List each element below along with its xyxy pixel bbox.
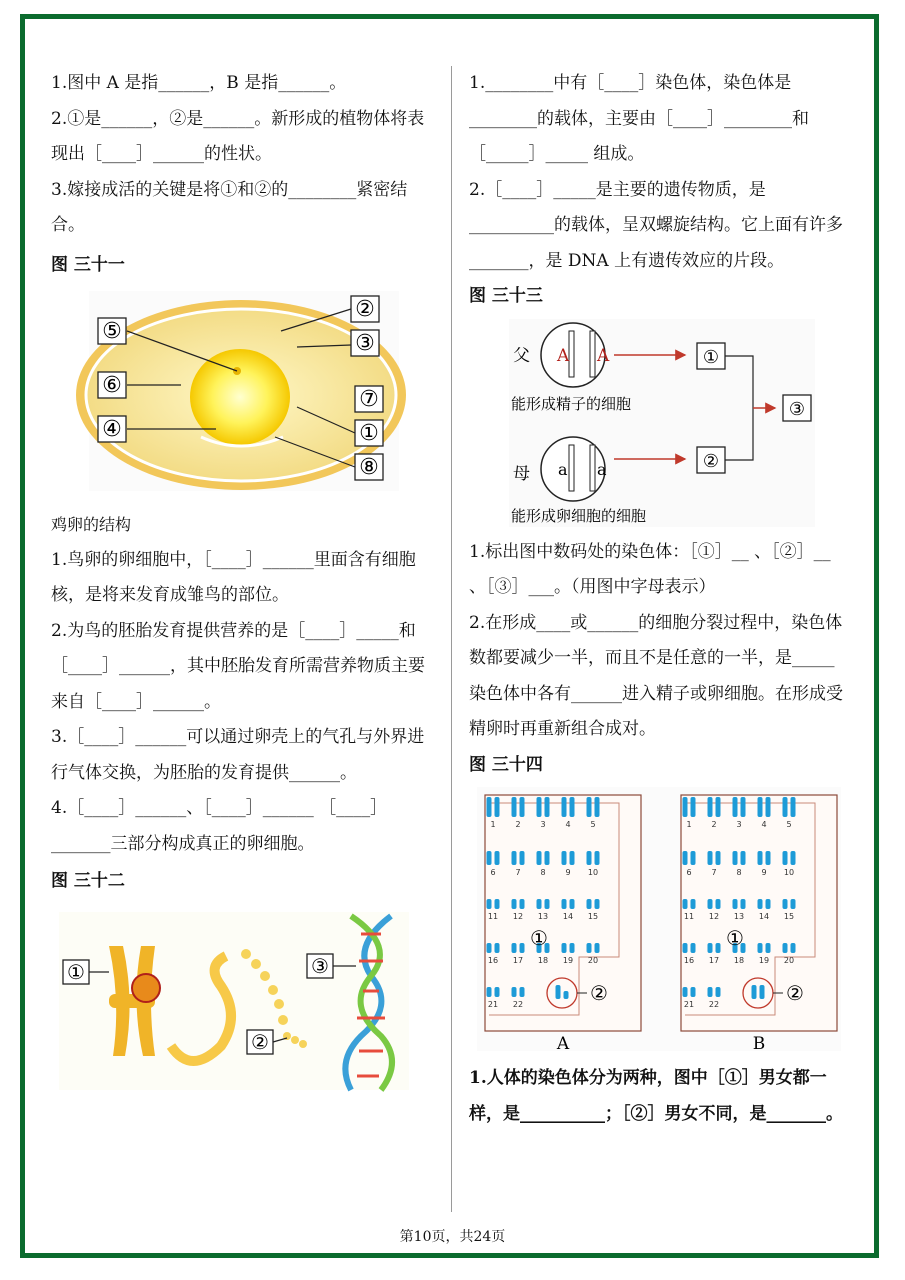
father-chromosome-right (590, 331, 595, 377)
karyotype-b-number-14: 14 (758, 912, 770, 921)
chromosome-a-15-1 (587, 899, 592, 909)
chromosome-b-8-1 (733, 851, 738, 865)
figure-32-chromosome-dna (51, 906, 437, 1096)
karyotype-a-number-5: 5 (590, 820, 596, 829)
chromosome-a-5-1 (587, 797, 592, 817)
chromosome-b-17-1 (708, 943, 713, 953)
egg-label-3: ③ (355, 331, 375, 356)
chromosome-b-6-1 (683, 851, 688, 865)
karyotype-b-number-19: 19 (758, 956, 770, 965)
egg-structure-svg (51, 287, 437, 497)
egg-yolk (190, 349, 290, 445)
chromosome-b-20-2 (791, 943, 796, 953)
chromosome-b-10-2 (791, 851, 796, 865)
egg-label-8: ⑧ (359, 455, 379, 480)
karyotype-a-number-14: 14 (562, 912, 574, 921)
egg-label-5: ⑤ (102, 319, 122, 344)
question-egg-2: 2.为鸟的胚胎发育提供营养的是［____］_____和［____］______，其中胚胎发育所需营养物质主要来自［____］______。 (51, 620, 425, 712)
karyotype-b-number-20: 20 (783, 956, 795, 965)
chromosome-a-5-2 (595, 797, 600, 817)
chromosome-label-1: ① (67, 959, 85, 984)
chromosome-b-14-1 (758, 899, 763, 909)
karyotype-b-number-2: 2 (711, 820, 717, 829)
karyotype-a-number-7: 7 (515, 868, 521, 877)
chromosome-b-1-1 (683, 797, 688, 817)
mother-chromosome-left (569, 445, 574, 491)
chromosome-b-11-1 (683, 899, 688, 909)
karyotype-a-number-1: 1 (490, 820, 496, 829)
question-egg-3: 3.［____］______可以通过卵壳上的气孔与外界进行气体交换，为胚胎的发育提供______。 (51, 727, 425, 783)
sex-chromosome-a-1 (556, 985, 561, 999)
chromosome-a-22-1 (512, 987, 517, 997)
chromosome-b-5-1 (783, 797, 788, 817)
chromosome-b-7-2 (716, 851, 721, 865)
karyotype-b-number-12: 12 (708, 912, 720, 921)
karyotype-b-number-10: 10 (783, 868, 795, 877)
chromosome-a-3-1 (537, 797, 542, 817)
figure-32-title: 图 三十二 (51, 871, 125, 891)
chromosome-a-1-1 (487, 797, 492, 817)
karyotype-a-label-2: ② (590, 981, 608, 1005)
karyotype-a-number-4: 4 (565, 820, 571, 829)
chromosome-dna-svg (51, 906, 437, 1096)
chromosome-a-8-1 (537, 851, 542, 865)
egg-label-4: ④ (102, 417, 122, 442)
question-karyotype-1: 1.人体的染色体分为两种，图中［①］男女都一样，是__________；［②］男女不同，是_______。 (469, 1068, 843, 1124)
father-gene-1: A (557, 345, 570, 366)
chromosome-a-17-1 (512, 943, 517, 953)
chromosome-a-19-1 (562, 943, 567, 953)
chromosome-a-11-2 (495, 899, 500, 909)
chromosome-b-5-2 (791, 797, 796, 817)
figure-33-title: 图 三十三 (469, 286, 543, 306)
question-chromosome-1: 1.________中有［____］染色体，染色体是________的载体，主要由［____］________和［_____］_____ 组成。 (469, 73, 809, 164)
chromosome-a-17-2 (520, 943, 525, 953)
figure-31-egg-diagram (51, 287, 437, 497)
father-label: 父 (513, 345, 530, 366)
egg-label-2: ② (355, 297, 375, 322)
chromosome-b-17-2 (716, 943, 721, 953)
chromosome-a-13-2 (545, 899, 550, 909)
question-egg-4: 4.［____］______、［____］______ ［____］_______三部分构成真正的卵细胞。 (51, 798, 388, 854)
karyotype-a-number-8: 8 (540, 868, 546, 877)
karyotype-a-number-2: 2 (515, 820, 521, 829)
chromosome-a-13-1 (537, 899, 542, 909)
chromosome-b-2-2 (716, 797, 721, 817)
chromosome-a-12-1 (512, 899, 517, 909)
chromosome-a-10-1 (587, 851, 592, 865)
chromosome-a-6-1 (487, 851, 492, 865)
karyotype-b-number-21: 21 (683, 1000, 695, 1009)
chromosome-a-15-2 (595, 899, 600, 909)
chromosome-a-2-2 (520, 797, 525, 817)
figure-31-title: 图 三十一 (51, 254, 125, 275)
egg-label-6: ⑥ (102, 373, 122, 398)
chromosome-a-20-1 (587, 943, 592, 953)
karyotype-b-number-4: 4 (761, 820, 767, 829)
chromosome-b-16-2 (691, 943, 696, 953)
karyotype-a-number-12: 12 (512, 912, 524, 921)
chromosome-b-19-1 (758, 943, 763, 953)
chromosome-b-12-2 (716, 899, 721, 909)
chromosome-a-16-2 (495, 943, 500, 953)
karyotype-b-number-5: 5 (786, 820, 792, 829)
mother-gene-1: a (558, 459, 568, 479)
chromosome-b-12-1 (708, 899, 713, 909)
mother-gene-2: a (597, 459, 607, 479)
father-gene-2: A (597, 345, 610, 366)
karyotype-b-number-18: 18 (733, 956, 745, 965)
chromosome-a-8-2 (545, 851, 550, 865)
karyotype-a-number-18: 18 (537, 956, 549, 965)
karyotype-a-number-19: 19 (562, 956, 574, 965)
figure-33-gamete-diagram (469, 319, 849, 529)
chromosome-b-22-1 (708, 987, 713, 997)
figure-34-title: 图 三十四 (469, 754, 543, 775)
chromosome-a-9-2 (570, 851, 575, 865)
sperm-cell-caption: 能形成精子的细胞 (511, 394, 632, 413)
chromosome-b-13-2 (741, 899, 746, 909)
egg-label-1: ① (359, 421, 379, 446)
chromosome-a-22-2 (520, 987, 525, 997)
chromosome-b-4-1 (758, 797, 763, 817)
chromosome-a-19-2 (570, 943, 575, 953)
egg-label-7: ⑦ (359, 387, 379, 412)
karyotype-b-number-16: 16 (683, 956, 695, 965)
question-gamete-2: 2.在形成____或______的细胞分裂过程中，染色体数都要减少一半，而且不是任意的一半，是_____染色体中各有______进入精子或卵细胞。在形成受精卵时再重新组合成对。 (469, 612, 843, 739)
karyotype-b-title: B (752, 1034, 766, 1051)
chromosome-a-20-2 (595, 943, 600, 953)
chromosome-a-2-1 (512, 797, 517, 817)
karyotype-a-label-1: ① (530, 926, 548, 950)
karyotype-a-number-10: 10 (587, 868, 599, 877)
chromosome-a-3-2 (545, 797, 550, 817)
chromosome-label-2: ② (251, 1029, 269, 1054)
karyotype-b-number-8: 8 (736, 868, 742, 877)
karyotype-b-label-1: ① (726, 926, 744, 950)
chromosome-a-4-2 (570, 797, 575, 817)
chromosome-b-13-1 (733, 899, 738, 909)
chromosome-b-10-1 (783, 851, 788, 865)
chromosome-a-4-1 (562, 797, 567, 817)
question-grafting-2: 2.①是______，②是______。新形成的植物体将表现出［____］______的性状。 (51, 108, 425, 164)
chromosome-a-7-2 (520, 851, 525, 865)
karyotype-a-number-21: 21 (487, 1000, 499, 1009)
karyotype-a-number-15: 15 (587, 912, 599, 921)
karyotype-b-number-15: 15 (783, 912, 795, 921)
karyotype-b-number-22: 22 (708, 1000, 720, 1009)
chromosome-a-6-2 (495, 851, 500, 865)
chromosome-a-10-2 (595, 851, 600, 865)
karyotype-b-number-17: 17 (708, 956, 720, 965)
gamete-svg (469, 319, 849, 529)
chromosome-b-6-2 (691, 851, 696, 865)
karyotype-b-number-1: 1 (686, 820, 692, 829)
karyotype-a-number-17: 17 (512, 956, 524, 965)
karyotype-a-number-9: 9 (565, 868, 571, 877)
chromosome-a-7-1 (512, 851, 517, 865)
karyotype-b-label-2: ② (786, 981, 804, 1005)
chromosome-b-7-1 (708, 851, 713, 865)
karyotype-a-number-3: 3 (540, 820, 546, 829)
chromosome-b-11-2 (691, 899, 696, 909)
chromosome-a-9-1 (562, 851, 567, 865)
chromosome-b-21-1 (683, 987, 688, 997)
karyotype-a-title: A (556, 1034, 570, 1051)
figure-31-caption: 鸡卵的结构 (51, 515, 132, 534)
question-grafting-3: 3.嫁接成活的关键是将①和②的________紧密结合。 (51, 179, 408, 235)
chromosome-b-3-2 (741, 797, 746, 817)
chromosome-highlight-circle (132, 974, 160, 1002)
karyotype-a-number-20: 20 (587, 956, 599, 965)
question-grafting-1: 1.图中 A 是指______，B 是指______。 (51, 73, 347, 93)
figure-34-karyotypes (469, 787, 849, 1051)
gamete-box-2-label: ② (702, 450, 720, 472)
page-footer: 第10页，共24页 (399, 1229, 506, 1245)
mother-chromosome-right (590, 445, 595, 491)
chromosome-b-9-2 (766, 851, 771, 865)
chromosome-b-21-2 (691, 987, 696, 997)
karyotype-b-number-13: 13 (733, 912, 745, 921)
sex-chromosome-b-1 (752, 985, 757, 999)
left-column (51, 66, 437, 1096)
question-chromosome-2: 2.［____］_____是主要的遗传物质，是__________的载体，呈双螺旋结构。它上面有许多_______，是 DNA 上有遗传效应的片段。 (469, 179, 843, 271)
karyotype-svg (469, 787, 849, 1051)
chromosome-a-21-1 (487, 987, 492, 997)
chromosome-b-2-1 (708, 797, 713, 817)
karyotype-b-number-3: 3 (736, 820, 742, 829)
karyotype-a-number-6: 6 (490, 868, 496, 877)
chromosome-a-14-1 (562, 899, 567, 909)
chromosome-b-15-1 (783, 899, 788, 909)
zygote-box-3-label: ③ (788, 398, 806, 420)
mother-label: 母 (513, 463, 530, 484)
chromosome-b-8-2 (741, 851, 746, 865)
chromosome-b-1-2 (691, 797, 696, 817)
karyotype-a-number-22: 22 (512, 1000, 524, 1009)
column-divider (451, 66, 452, 1212)
question-gamete-1: 1.标出图中数码处的染色体：［①］__ 、［②］__ 、［③］___。（用图中字母表示） (469, 541, 831, 597)
karyotype-b-number-9: 9 (761, 868, 767, 877)
chromosome-a-1-2 (495, 797, 500, 817)
gamete-box-1-label: ① (702, 346, 720, 368)
chromosome-a-11-1 (487, 899, 492, 909)
chromosome-a-14-2 (570, 899, 575, 909)
chromosome-b-3-1 (733, 797, 738, 817)
egg-cell-caption: 能形成卵细胞的细胞 (511, 506, 647, 525)
chromosome-b-9-1 (758, 851, 763, 865)
chromosome-a-16-1 (487, 943, 492, 953)
chromosome-b-15-2 (791, 899, 796, 909)
karyotype-a-number-16: 16 (487, 956, 499, 965)
father-chromosome-left (569, 331, 574, 377)
chromosome-a-12-2 (520, 899, 525, 909)
chromosome-a-21-2 (495, 987, 500, 997)
chromosome-label-3: ③ (311, 953, 329, 978)
karyotype-a-number-11: 11 (487, 912, 499, 921)
karyotype-b-number-11: 11 (683, 912, 695, 921)
chromosome-b-19-2 (766, 943, 771, 953)
karyotype-b-number-7: 7 (711, 868, 717, 877)
sex-chromosome-a-2 (564, 991, 569, 999)
chromosome-b-16-1 (683, 943, 688, 953)
chromosome-b-14-2 (766, 899, 771, 909)
right-column (469, 66, 849, 1132)
chromosome-b-4-2 (766, 797, 771, 817)
question-egg-1: 1.鸟卵的卵细胞中，［____］______里面含有细胞核，是将来发育成雏鸟的部位。 (51, 549, 416, 605)
chromosome-b-22-2 (716, 987, 721, 997)
chromosome-b-20-1 (783, 943, 788, 953)
sex-chromosome-b-2 (760, 985, 765, 999)
karyotype-b-number-6: 6 (686, 868, 692, 877)
karyotype-a-number-13: 13 (537, 912, 549, 921)
